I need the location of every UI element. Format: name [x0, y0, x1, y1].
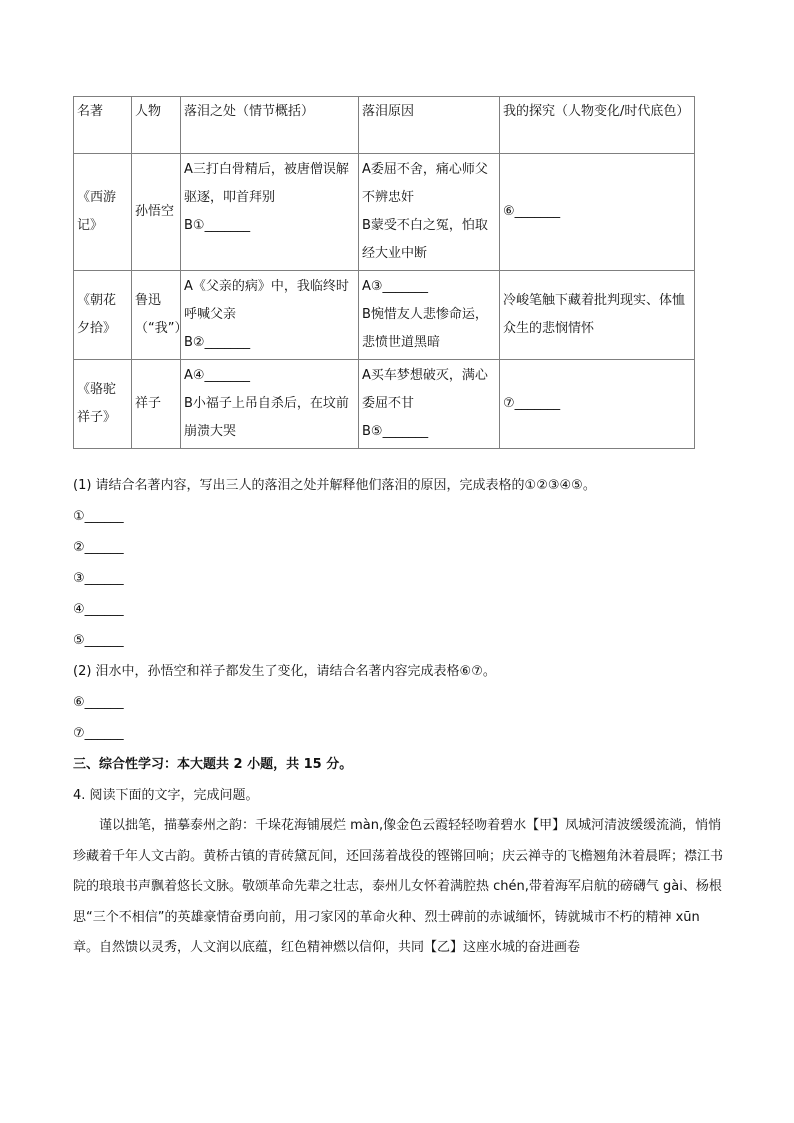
- question-1: (1) 请结合名著内容，写出三人的落泪之处并解释他们落泪的原因，完成表格的①②③④⑤。: [73, 478, 596, 493]
- table-row: [74, 271, 695, 360]
- answer-line-3: ③______: [73, 571, 124, 586]
- header-book: 名著: [74, 97, 132, 154]
- answer-line-2: ②______: [73, 540, 124, 555]
- reason-cell: [359, 154, 500, 271]
- book-cell: 《骆驼祥子》: [74, 360, 132, 449]
- book-cell: 《朝花夕拾》: [74, 271, 132, 360]
- place-b: B小福子上吊自杀后，在坟前崩溃大哭: [184, 396, 349, 439]
- place-b: B①_______: [184, 218, 251, 233]
- reason-b: B⑤_______: [362, 424, 429, 439]
- header-place: 落泪之处（情节概括）: [181, 97, 359, 154]
- person-cell: 祥子: [132, 360, 181, 449]
- place-a: A《父亲的病》中，我临终时呼喊父亲: [184, 279, 349, 322]
- answer-line-6: ⑥______: [73, 695, 124, 710]
- table-row: [74, 360, 695, 449]
- reason-cell: [359, 271, 500, 360]
- place-a: A④_______: [184, 368, 251, 383]
- reading-passage: 谨以拙笔，描摹泰州之韵：千垛花海铺展烂 màn,像金色云霞轻轻吻着碧水【甲】凤城河清波缓缓流淌，悄悄珍藏着千年人文古韵。黄桥古镇的青砖黛瓦间，还回荡着战役的铿锵回响；庆云禅寺的飞檐翘角沐着晨晖；襟江书院的琅琅书声飘着悠长文脉。敬颂革命先辈之壮志，泰州儿女怀着满腔热 chén,带着海军启航的磅礴气 gài、杨根思“三个不相信”的英雄豪情奋勇向前，用刁家冈的革命火种、烈士碑前的赤诚缅怀，铸就城市不朽的精神 xūn 章。自然馈以灵秀，人文润以底蕴，红色精神燃以信仰，共同【乙】这座水城的奋进画卷: [73, 818, 724, 955]
- reason-a: A买车梦想破灭，满心委屈不甘: [362, 368, 488, 411]
- table-row: [74, 154, 695, 271]
- explore-cell: ⑥_______: [500, 154, 695, 271]
- reason-b: B惋惜友人悲惨命运，悲愤世道黑暗: [362, 307, 488, 350]
- header-reason: 落泪原因: [359, 97, 500, 154]
- question-2: (2) 泪水中，孙悟空和祥子都发生了变化，请结合名著内容完成表格⑥⑦。: [73, 664, 496, 679]
- section-heading: 三、综合性学习：本大题共 2 小题，共 15 分。: [73, 757, 353, 772]
- place-a: A三打白骨精后，被唐僧误解驱逐，叩首拜别: [184, 162, 349, 205]
- table-header-row: [74, 97, 695, 154]
- question-4: 4. 阅读下面的文字，完成问题。: [73, 788, 259, 803]
- explore-cell: ⑦_______: [500, 360, 695, 449]
- header-person: 人物: [132, 97, 181, 154]
- answer-line-5: ⑤______: [73, 633, 124, 648]
- place-cell: [181, 271, 359, 360]
- place-cell: [181, 360, 359, 449]
- book-cell: 《西游记》: [74, 154, 132, 271]
- classics-table: [73, 96, 695, 449]
- reason-cell: [359, 360, 500, 449]
- reason-a: A委屈不舍，痛心师父不辨忠奸: [362, 162, 488, 205]
- header-explore: 我的探究（人物变化/时代底色）: [500, 97, 695, 154]
- answer-line-4: ④______: [73, 602, 124, 617]
- answer-line-7: ⑦______: [73, 726, 124, 741]
- place-cell: [181, 154, 359, 271]
- person-cell: 孙悟空: [132, 154, 181, 271]
- reason-b: B蒙受不白之冤，怕取经大业中断: [362, 218, 488, 261]
- explore-cell: 冷峻笔触下藏着批判现实、体恤众生的悲悯情怀: [500, 271, 695, 360]
- person-cell: 鲁迅（“我”）: [132, 271, 181, 360]
- answer-line-1: ①______: [73, 509, 124, 524]
- place-b: B②_______: [184, 335, 251, 350]
- reason-a: A③_______: [362, 279, 429, 294]
